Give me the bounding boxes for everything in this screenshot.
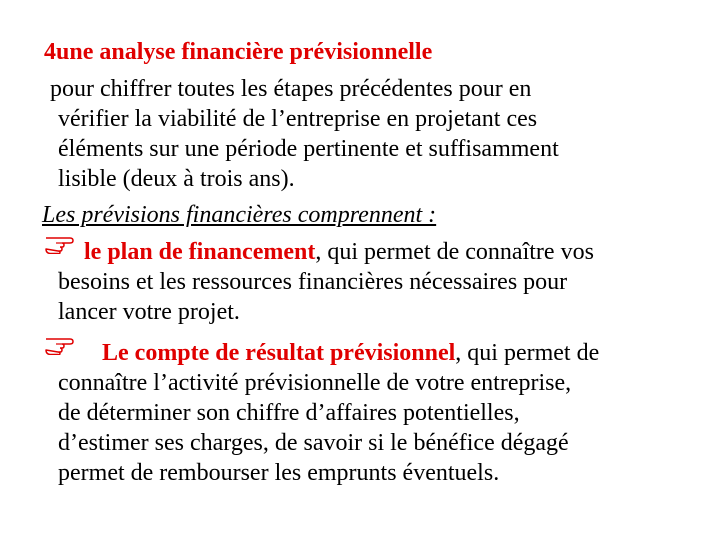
- intro-line-2: vérifier la viabilité de l’entreprise en projetant ces: [58, 106, 538, 132]
- pointing-hand-icon: [44, 333, 78, 355]
- item-1-term: le plan de financement: [84, 239, 316, 265]
- item-2-line-2: connaître l’activité prévisionnelle de votre entreprise,: [58, 370, 572, 396]
- item-1-line-2: besoins et les ressources financières nécessaires pour: [58, 269, 568, 295]
- item-2-term: Le compte de résultat prévisionnel: [102, 340, 456, 366]
- item-2-line-5: permet de rembourser les emprunts éventuels.: [58, 460, 500, 486]
- item-1-line-1: [84, 237, 594, 267]
- item-1-text: , qui permet de connaître vos: [315, 239, 594, 265]
- item-2-line-4: d’estimer ses charges, de savoir si le bénéfice dégagé: [58, 430, 569, 456]
- item-2-line-3: de déterminer son chiffre d’affaires potentielles,: [58, 400, 520, 426]
- subheading: Les prévisions financières comprennent :: [42, 202, 437, 228]
- intro-line-3: éléments sur une période pertinente et suffisamment: [58, 136, 559, 162]
- item-1-line-3: lancer votre projet.: [58, 299, 240, 325]
- section-heading: 4une analyse financière prévisionnelle: [44, 39, 433, 65]
- item-2-text: , qui permet de: [455, 340, 600, 366]
- item-2-line-1: [102, 338, 599, 368]
- pointing-hand-icon: [44, 232, 78, 254]
- intro-line-1: pour chiffrer toutes les étapes précédentes pour en: [50, 76, 532, 102]
- intro-line-4: lisible (deux à trois ans).: [58, 166, 295, 192]
